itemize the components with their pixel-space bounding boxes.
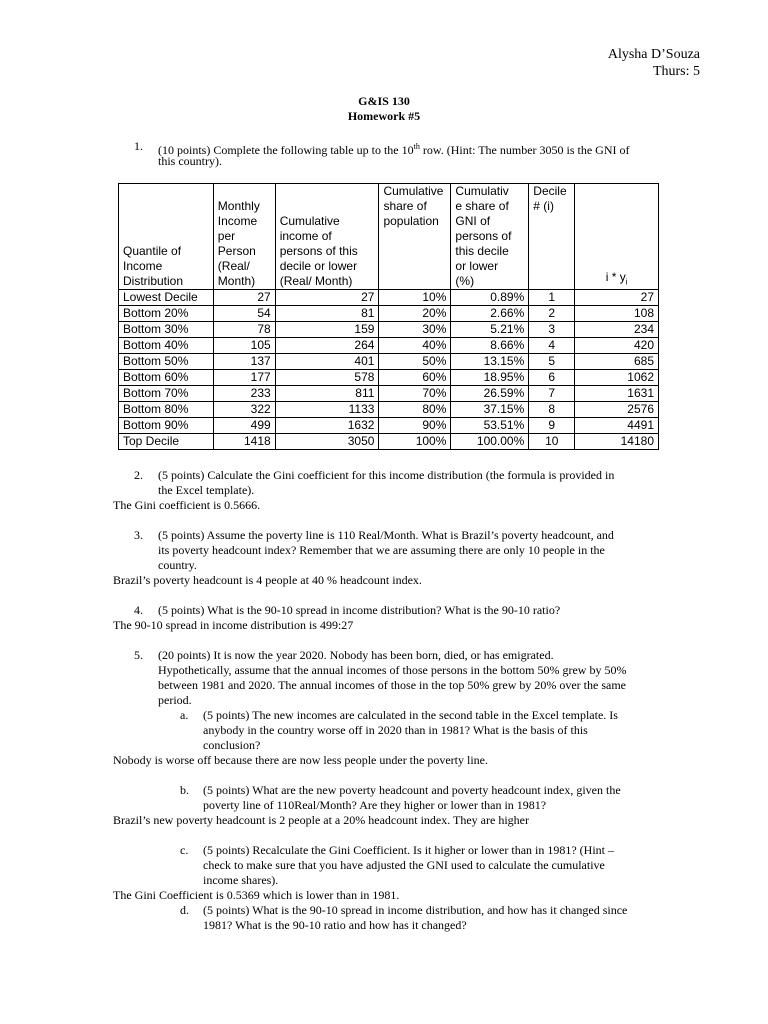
- assignment-title: Homework #5: [347, 109, 421, 123]
- header-decile: [529, 184, 575, 290]
- session-label: Thurs: 5: [652, 64, 700, 79]
- cell-gni-share: 26.59%: [451, 386, 529, 402]
- header-line: (%): [455, 274, 475, 288]
- header-line: Cumulative: [279, 214, 340, 228]
- header-line: Distribution: [123, 274, 184, 288]
- cell-decile: 2: [529, 306, 575, 322]
- header-line: decile or lower: [279, 259, 358, 273]
- cell-pop-share: 10%: [379, 290, 451, 306]
- header-line: persons of: [455, 229, 512, 243]
- cell-income: 27: [213, 290, 275, 306]
- cell-decile: 3: [529, 322, 575, 338]
- header-line: this decile: [455, 244, 509, 258]
- cell-quantile: Bottom 20%: [119, 306, 214, 322]
- q5c-line2: check to make sure that you have adjusted the GNI used to calculate the cumulative: [203, 858, 605, 872]
- cell-cum-income: 159: [275, 322, 379, 338]
- cell-income: 78: [213, 322, 275, 338]
- cell-pop-share: 30%: [379, 322, 451, 338]
- q5-line3: between 1981 and 2020. The annual incomes of those in the top 50% grew by 20% over the same: [158, 678, 626, 692]
- header-line: per: [217, 229, 236, 243]
- header-line: (Real/: [217, 259, 250, 273]
- author-block: [608, 46, 700, 80]
- table-row: [119, 370, 659, 386]
- cell-income: 137: [213, 354, 275, 370]
- cell-decile: 8: [529, 402, 575, 418]
- q5c-answer: The Gini Coefficient is 0.5369 which is lower than in 1981.: [113, 888, 400, 902]
- cell-income: 1418: [213, 434, 275, 450]
- header-line: Decile: [533, 184, 567, 198]
- header-line: Cumulative: [383, 184, 444, 198]
- income-table: [118, 183, 659, 450]
- cell-quantile: Bottom 30%: [119, 322, 214, 338]
- cell-income: 177: [213, 370, 275, 386]
- q5b-answer: Brazil’s new poverty headcount is 2 people at a 20% headcount index. They are higher: [113, 813, 529, 827]
- cell-iy: 1631: [575, 386, 659, 402]
- header-monthly-income-lines: [218, 199, 271, 289]
- q3-line1: (5 points) Assume the poverty line is 110 Real/Month. What is Brazil’s poverty headcount, and: [158, 528, 614, 542]
- cell-income: 499: [213, 418, 275, 434]
- cell-iy: 27: [575, 290, 659, 306]
- cell-quantile: Bottom 50%: [119, 354, 214, 370]
- cell-gni-share: 5.21%: [451, 322, 529, 338]
- cell-quantile: Bottom 60%: [119, 370, 214, 386]
- cell-gni-share: 18.95%: [451, 370, 529, 386]
- table-row: [119, 386, 659, 402]
- header-iy-main: i * y: [605, 269, 626, 284]
- header-decile-lines: [533, 184, 570, 214]
- table-row: [119, 290, 659, 306]
- cell-quantile: Bottom 90%: [119, 418, 214, 434]
- q2-number: 2.: [134, 468, 143, 482]
- cell-pop-share: 70%: [379, 386, 451, 402]
- cell-decile: 4: [529, 338, 575, 354]
- cell-quantile: Bottom 80%: [119, 402, 214, 418]
- cell-cum-income: 27: [275, 290, 379, 306]
- cell-cum-income: 81: [275, 306, 379, 322]
- cell-cum-income: 3050: [275, 434, 379, 450]
- cell-pop-share: 20%: [379, 306, 451, 322]
- q5-line2: Hypothetically, assume that the annual incomes of those persons in the bottom 50% grew by 50%: [158, 663, 627, 677]
- table-row: [119, 402, 659, 418]
- q3-number: 3.: [134, 528, 143, 542]
- cell-pop-share: 100%: [379, 434, 451, 450]
- cell-pop-share: 80%: [379, 402, 451, 418]
- cell-decile: 7: [529, 386, 575, 402]
- q5-number: 5.: [134, 648, 143, 662]
- header-line: Quantile of: [123, 244, 182, 258]
- q2-line2: the Excel template).: [158, 483, 255, 497]
- cell-iy: 685: [575, 354, 659, 370]
- course-title: G&IS 130: [358, 94, 410, 108]
- header-monthly-income: [213, 184, 275, 290]
- table-row: [119, 306, 659, 322]
- cell-quantile: Lowest Decile: [119, 290, 214, 306]
- cell-gni-share: 100.00%: [451, 434, 529, 450]
- q5d-line2: 1981? What is the 90-10 ratio and how has it changed?: [203, 918, 467, 932]
- q5c-line3: income shares).: [203, 873, 279, 887]
- author-name: Alysha D’Souza: [607, 47, 700, 62]
- q4-answer: The 90-10 spread in income distribution is 499:27: [113, 618, 354, 632]
- header-line: income of: [279, 229, 332, 243]
- q5-line1: (20 points) It is now the year 2020. Nobody has been born, died, or has emigrated.: [158, 648, 554, 662]
- header-line: Monthly: [217, 199, 260, 213]
- cell-income: 322: [213, 402, 275, 418]
- q5c-line1: (5 points) Recalculate the Gini Coefficient. Is it higher or lower than in 1981? (Hint –: [203, 843, 615, 857]
- q5b-line1: (5 points) What are the new poverty headcount and poverty headcount index, given the: [203, 783, 621, 797]
- q5c-label: c.: [180, 843, 189, 857]
- header-population-share-lines: [383, 184, 446, 229]
- cell-iy: 4491: [575, 418, 659, 434]
- header-iy: [575, 184, 659, 290]
- q5d-label: d.: [180, 903, 189, 917]
- cell-cum-income: 401: [275, 354, 379, 370]
- q1-number: 1.: [134, 139, 143, 153]
- cell-gni-share: 37.15%: [451, 402, 529, 418]
- cell-decile: 1: [529, 290, 575, 306]
- q3-answer: Brazil’s poverty headcount is 4 people at 40 % headcount index.: [113, 573, 422, 587]
- q1-text: [158, 139, 678, 158]
- header-cumulative-income: [275, 184, 379, 290]
- cell-pop-share: 60%: [379, 370, 451, 386]
- header-line: Person: [217, 244, 256, 258]
- q1-sup: th: [413, 142, 420, 151]
- header-line: GNI of: [455, 214, 491, 228]
- cell-cum-income: 578: [275, 370, 379, 386]
- cell-iy: 2576: [575, 402, 659, 418]
- table-header-row: [119, 184, 659, 290]
- q5-line4: period.: [158, 693, 192, 707]
- q1-text-a: (10 points) Complete the following table up to the 10: [158, 143, 414, 157]
- header-iy-sub: i: [625, 277, 628, 286]
- cell-decile: 6: [529, 370, 575, 386]
- cell-pop-share: 50%: [379, 354, 451, 370]
- cell-decile: 10: [529, 434, 575, 450]
- header-line: Income: [217, 214, 258, 228]
- cell-cum-income: 1133: [275, 402, 379, 418]
- cell-cum-income: 811: [275, 386, 379, 402]
- cell-quantile: Bottom 70%: [119, 386, 214, 402]
- cell-iy: 14180: [575, 434, 659, 450]
- q5b-line2: poverty line of 110Real/Month? Are they higher or lower than in 1981?: [203, 798, 547, 812]
- cell-income: 54: [213, 306, 275, 322]
- header-gni-share: [451, 184, 529, 290]
- header-quantile: [119, 184, 214, 290]
- q3-line3: country.: [158, 558, 197, 572]
- q5a-line2: anybody in the country worse off in 2020 than in 1981? What is the basis of this: [203, 723, 588, 737]
- cell-iy: 420: [575, 338, 659, 354]
- table-body: [119, 290, 659, 450]
- cell-cum-income: 1632: [275, 418, 379, 434]
- table-row: [119, 434, 659, 450]
- header-line: Cumulativ: [455, 184, 509, 198]
- cell-iy: 108: [575, 306, 659, 322]
- cell-income: 233: [213, 386, 275, 402]
- header-quantile-lines: [123, 244, 209, 289]
- header-line: # (i): [533, 199, 554, 213]
- table-row: [119, 418, 659, 434]
- cell-quantile: Bottom 40%: [119, 338, 214, 354]
- header-line: population: [383, 214, 439, 228]
- q5a-line1: (5 points) The new incomes are calculated in the second table in the Excel template. Is: [203, 708, 618, 722]
- table-row: [119, 338, 659, 354]
- q4-line1: (5 points) What is the 90-10 spread in income distribution? What is the 90-10 ratio?: [158, 603, 561, 617]
- header-line: share of: [383, 199, 427, 213]
- q1-text-c: this country).: [158, 154, 222, 168]
- q5a-label: a.: [180, 708, 189, 722]
- header-gni-share-lines: [455, 184, 524, 289]
- header-line: Month): [217, 274, 256, 288]
- q3-line2: its poverty headcount index? Remember that we are assuming there are only 10 people in the: [158, 543, 605, 557]
- cell-quantile: Top Decile: [119, 434, 214, 450]
- header-line: or lower: [455, 259, 499, 273]
- table-row: [119, 354, 659, 370]
- cell-pop-share: 90%: [379, 418, 451, 434]
- cell-decile: 9: [529, 418, 575, 434]
- q4-number: 4.: [134, 603, 143, 617]
- q5a-answer: Nobody is worse off because there are now less people under the poverty line.: [113, 753, 488, 767]
- header-line: Income: [123, 259, 163, 273]
- cell-iy: 1062: [575, 370, 659, 386]
- q2-line1: (5 points) Calculate the Gini coefficient for this income distribution (the formula is provided in: [158, 468, 615, 482]
- cell-pop-share: 40%: [379, 338, 451, 354]
- q2-answer: The Gini coefficient is 0.5666.: [113, 498, 261, 512]
- q1-text-b: row. (Hint: The number 3050 is the GNI of: [419, 143, 630, 157]
- q5a-line3: conclusion?: [203, 738, 261, 752]
- table-row: [119, 322, 659, 338]
- header-line: e share of: [455, 199, 509, 213]
- cell-gni-share: 13.15%: [451, 354, 529, 370]
- cell-gni-share: 2.66%: [451, 306, 529, 322]
- cell-gni-share: 8.66%: [451, 338, 529, 354]
- cell-iy: 234: [575, 322, 659, 338]
- cell-gni-share: 53.51%: [451, 418, 529, 434]
- header-line: (Real/ Month): [279, 274, 353, 288]
- header-population-share: [379, 184, 451, 290]
- cell-decile: 5: [529, 354, 575, 370]
- header-line: persons of this: [279, 244, 358, 258]
- q5d-line1: (5 points) What is the 90-10 spread in income distribution, and how has it changed since: [203, 903, 628, 917]
- q5b-label: b.: [180, 783, 189, 797]
- cell-gni-share: 0.89%: [451, 290, 529, 306]
- header-cumulative-income-lines: [280, 214, 375, 289]
- cell-cum-income: 264: [275, 338, 379, 354]
- cell-income: 105: [213, 338, 275, 354]
